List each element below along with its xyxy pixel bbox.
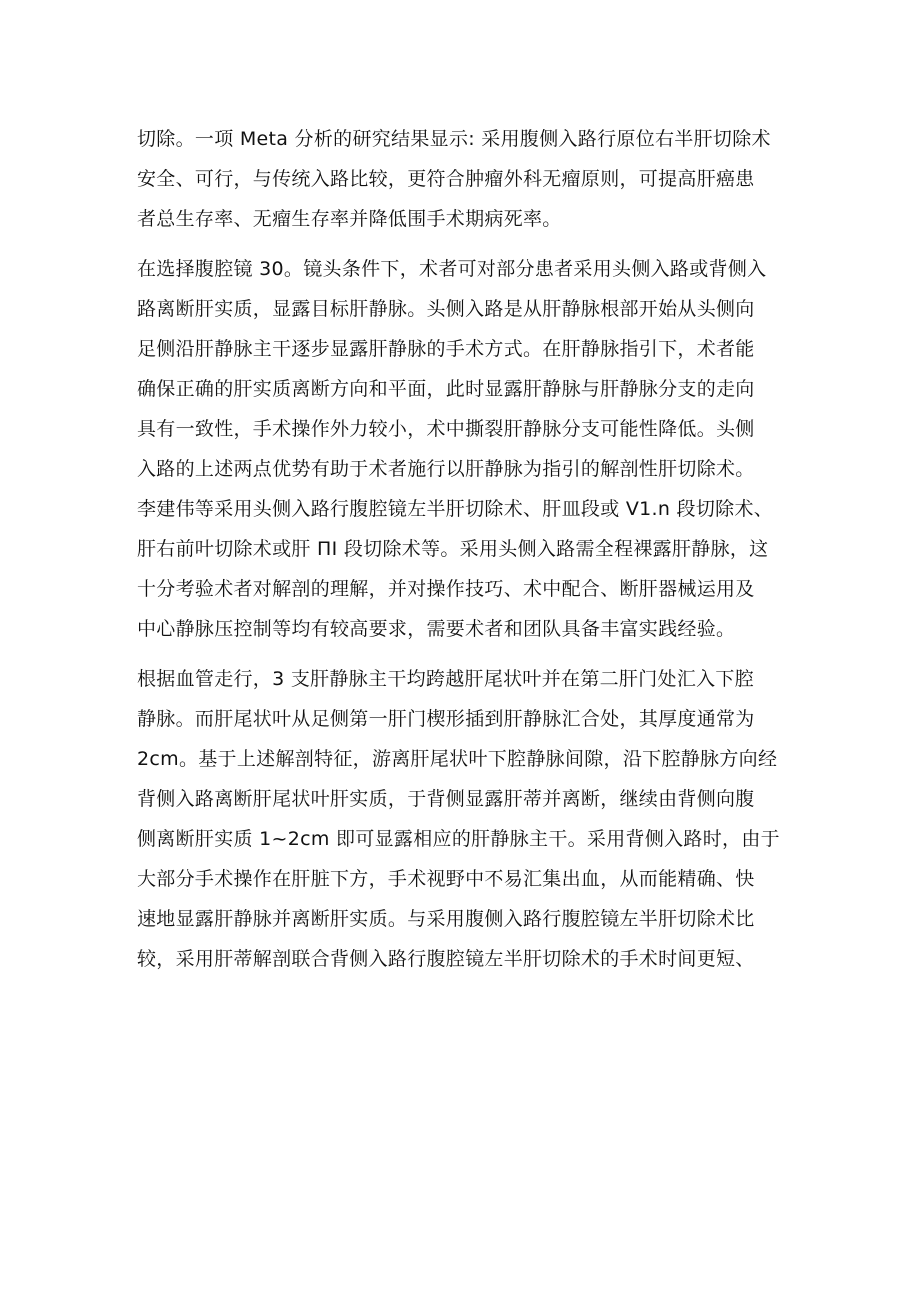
text-line: 根据血管走行，3 支肝静脉主干均跨越肝尾状叶并在第二肝门处汇入下腔: [137, 668, 755, 690]
text-line: 具有一致性，手术操作外力较小，术中撕裂肝静脉分支可能性降低。头侧: [137, 418, 755, 440]
text-line: 路离断肝实质，显露目标肝静脉。头侧入路是从肝静脉根部开始从头侧向: [137, 298, 755, 320]
text-line: 速地显露肝静脉并离断肝实质。与采用腹侧入路行腹腔镜左半肝切除术比: [137, 908, 755, 930]
paragraph-1: [137, 119, 797, 239]
document-body: [137, 119, 797, 989]
text-line: 2cm。基于上述解剖特征，游离肝尾状叶下腔静脉间隙，沿下腔静脉方向经: [137, 748, 778, 770]
text-line: 十分考验术者对解剖的理解，并对操作技巧、术中配合、断肝器械运用及: [137, 578, 755, 600]
text-line: 大部分手术操作在肝脏下方，手术视野中不易汇集出血，从而能精确、快: [137, 868, 755, 890]
text-line: 李建伟等采用头侧入路行腹腔镜左半肝切除术、肝皿段或 V1.n 段切除术、: [137, 498, 774, 520]
text-line: 静脉。而肝尾状叶从足侧第一肝门楔形插到肝静脉汇合处，其厚度通常为: [137, 708, 755, 730]
text-line: 中心静脉压控制等均有较高要求，需要术者和团队具备丰富实践经验。: [137, 618, 736, 640]
text-line: 者总生存率、无瘤生存率并降低围手术期病死率。: [137, 208, 562, 230]
text-line: 安全、可行，与传统入路比较，更符合肿瘤外科无瘤原则，可提高肝癌患: [137, 168, 755, 190]
paragraph-3: [137, 659, 797, 979]
text-line: 入路的上述两点优势有助于术者施行以肝静脉为指引的解剖性肝切除术。: [137, 458, 755, 480]
text-line: 在选择腹腔镜 30。镜头条件下，术者可对部分患者采用头侧入路或背侧入: [137, 258, 767, 280]
paragraph-2: [137, 249, 797, 649]
text-line: 背侧入路离断肝尾状叶肝实质，于背侧显露肝蒂并离断，继续由背侧向腹: [137, 788, 755, 810]
text-line: 肝右前叶切除术或肝 ΠI 段切除术等。采用头侧入路需全程裸露肝静脉，这: [137, 538, 769, 560]
text-line: 确保正确的肝实质离断方向和平面，此时显露肝静脉与肝静脉分支的走向: [137, 378, 755, 400]
text-line: 足侧沿肝静脉主干逐步显露肝静脉的手术方式。在肝静脉指引下，术者能: [137, 338, 755, 360]
text-line: 侧离断肝实质 1~2cm 即可显露相应的肝静脉主干。采用背侧入路时，由于: [137, 828, 780, 850]
text-line: 切除。一项 Meta 分析的研究结果显示: 采用腹侧入路行原位右半肝切除术: [137, 128, 771, 150]
text-line: 较，采用肝蒂解剖联合背侧入路行腹腔镜左半肝切除术的手术时间更短、: [137, 948, 755, 970]
